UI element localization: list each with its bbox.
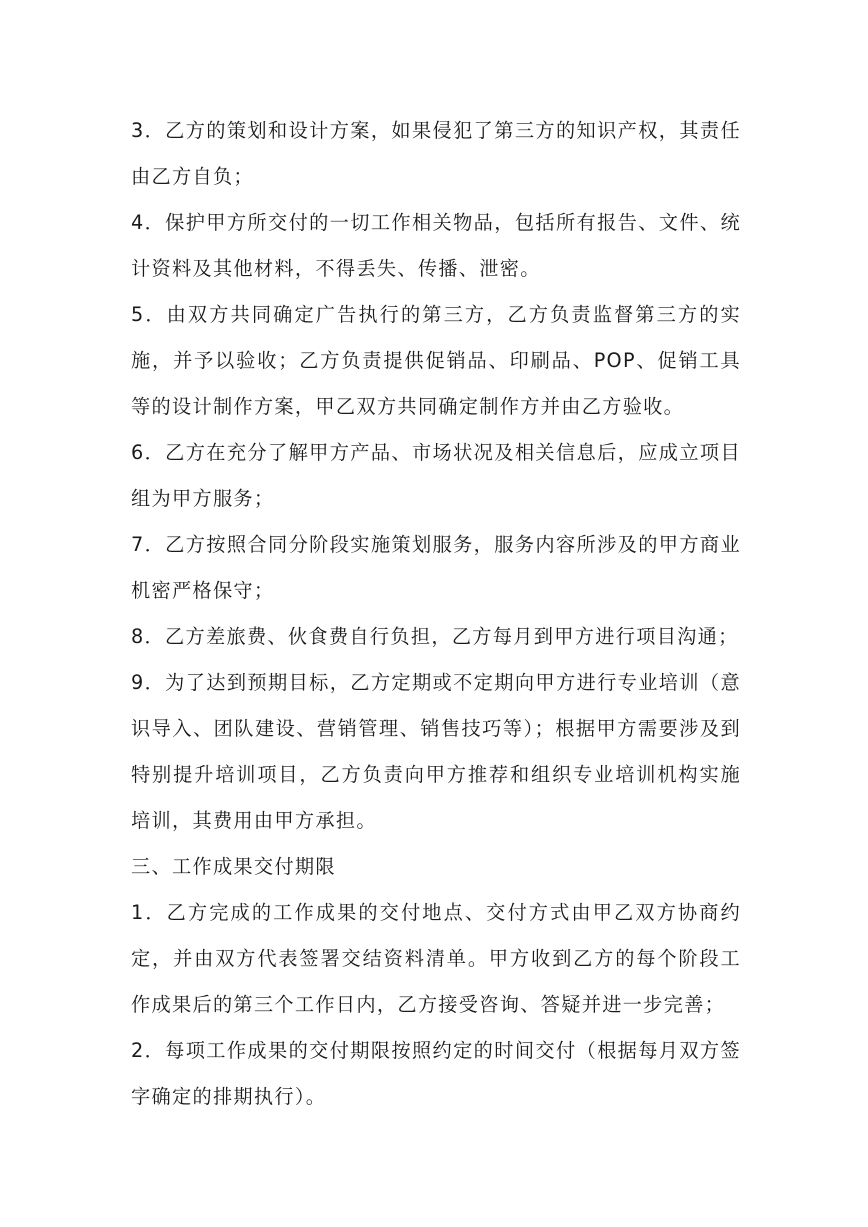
clause-7: 7．乙方按照合同分阶段实施策划服务，服务内容所涉及的甲方商业机密严格保守；	[131, 533, 741, 602]
delivery-clause-1: 1．乙方完成的工作成果的交付地点、交付方式由甲乙双方协商约定，并由双方代表签署交结资料清单。甲方收到乙方的每个阶段工作成果后的第三个工作日内，乙方接受咨询、答疑并进一步完善；	[131, 901, 741, 1016]
clause-5: 5．由双方共同确定广告执行的第三方，乙方负责监督第三方的实施，并予以验收；乙方负责提供促销品、印刷品、POP、促销工具等的设计制作方案，甲乙双方共同确定制作方并由乙方验收。	[131, 303, 741, 418]
clause-6: 6．乙方在充分了解甲方产品、市场状况及相关信息后，应成立项目组为甲方服务；	[131, 441, 741, 510]
delivery-clause-2: 2．每项工作成果的交付期限按照约定的时间交付（根据每月双方签字确定的排期执行）。	[131, 1039, 741, 1108]
clause-8: 8．乙方差旅费、伙食费自行负担，乙方每月到甲方进行项目沟通；	[131, 625, 739, 648]
clause-9: 9．为了达到预期目标，乙方定期或不定期向甲方进行专业培训（意识导入、团队建设、营销管理、销售技巧等）；根据甲方需要涉及到特别提升培训项目，乙方负责向甲方推荐和组织专业培训机构实施培训，其费用由甲方承担。	[131, 671, 741, 832]
document-body	[131, 108, 741, 1120]
clause-3: 3．乙方的策划和设计方案，如果侵犯了第三方的知识产权，其责任由乙方自负；	[131, 119, 741, 188]
clause-4: 4．保护甲方所交付的一切工作相关物品，包括所有报告、文件、统计资料及其他材料，不得丢失、传播、泄密。	[131, 211, 741, 280]
section-heading: 三、工作成果交付期限	[131, 855, 336, 878]
